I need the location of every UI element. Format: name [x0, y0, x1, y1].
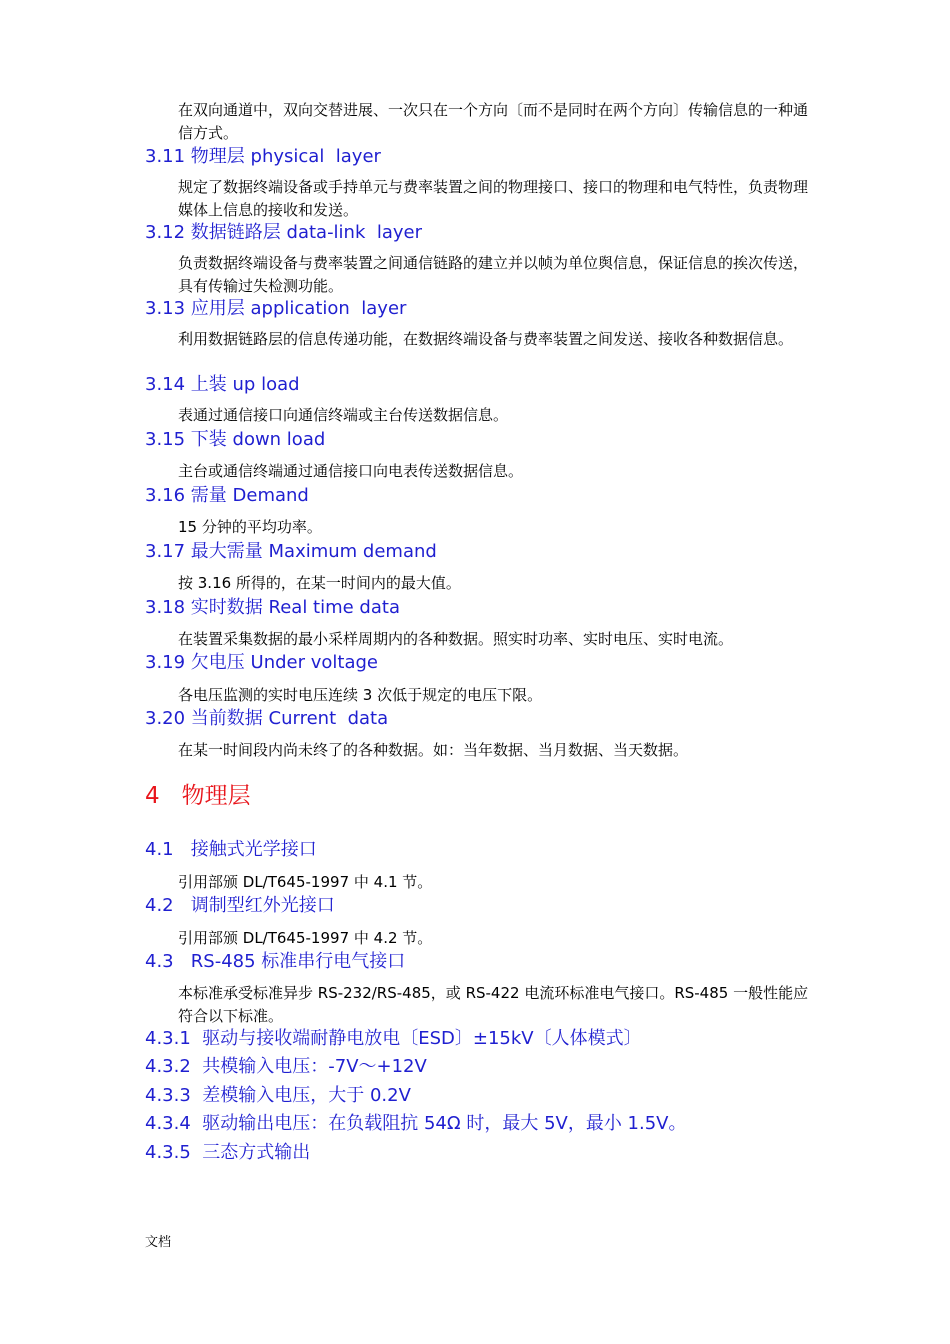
definition-text-3-17: 按 3.16 所得的，在某一时间内的最大值。	[178, 574, 461, 592]
section-title-4-1: 4.1 接触式光学接口	[145, 839, 317, 860]
definition-title-3-18: 3.18 实时数据 Real time data	[145, 597, 400, 618]
definition-text-3-15: 主台或通信终端通过通信接口向电表传送数据信息。	[178, 462, 524, 480]
definition-text-3-18: 在装置采集数据的最小采样周期内的各种数据。照实时功率、实时电压、实时电流。	[178, 630, 734, 648]
section-text-4-1: 引用部颁 DL/T645-1997 中 4.1 节。	[178, 873, 433, 891]
definition-text-3-20: 在某一时间段内尚未终了的各种数据。如：当年数据、当月数据、当天数据。	[178, 741, 689, 759]
subsection-4-3-3: 4.3.3 差模输入电压，大于 0.2V	[145, 1085, 411, 1106]
definition-title-3-20: 3.20 当前数据 Current data	[145, 708, 389, 729]
subsection-4-3-4: 4.3.4 驱动输出电压：在负载阻抗 54Ω 时，最大 5V，最小 1.5V。	[145, 1113, 687, 1134]
definition-title-3-16: 3.16 需量 Demand	[145, 485, 309, 506]
chapter-title-4: 4 物理层	[145, 783, 251, 809]
definition-text-3-11: 规定了数据终端设备或手持单元与费率装置之间的物理接口、接口的物理和电气特性，负责物理媒体上信息的接收和发送。	[178, 178, 809, 219]
section-title-4-3: 4.3 RS-485 标准串行电气接口	[145, 951, 406, 972]
subsection-4-3-5: 4.3.5 三态方式输出	[145, 1142, 311, 1163]
intro-paragraph: 在双向通道中，双向交替进展、一次只在一个方向〔而不是同时在两个方向〕传输信息的一种通信方式。	[178, 101, 809, 142]
definition-text-3-12: 负责数据终端设备与费率装置之间通信链路的建立并以帧为单位舆信息，保证信息的挨次传送，具有传输过失检测功能。	[178, 254, 809, 295]
definition-title-3-17: 3.17 最大需量 Maximum demand	[145, 541, 437, 562]
definition-title-3-15: 3.15 下装 down load	[145, 429, 326, 450]
definition-title-3-14: 3.14 上装 up load	[145, 374, 300, 395]
definition-title-3-12: 3.12 数据链路层 data-link layer	[145, 222, 422, 243]
subsection-4-3-2: 4.3.2 共模输入电压：-7V～+12V	[145, 1056, 427, 1077]
section-text-4-2: 引用部颁 DL/T645-1997 中 4.2 节。	[178, 929, 433, 947]
definition-title-3-19: 3.19 欠电压 Under voltage	[145, 652, 378, 673]
definition-title-3-13: 3.13 应用层 application layer	[145, 298, 407, 319]
definition-title-3-11: 3.11 物理层 physical layer	[145, 146, 381, 167]
definition-text-3-13: 利用数据链路层的信息传递功能，在数据终端设备与费率装置之间发送、接收各种数据信息。	[178, 330, 794, 348]
subsection-4-3-1: 4.3.1 驱动与接收端耐静电放电〔ESD〕±15kV〔人体模式〕	[145, 1028, 642, 1049]
definition-text-3-16: 15 分钟的平均功率。	[178, 518, 322, 536]
page-footer: 文档	[145, 1235, 172, 1250]
definition-text-3-19: 各电压监测的实时电压连续 3 次低于规定的电压下限。	[178, 686, 543, 704]
section-title-4-2: 4.2 调制型红外光接口	[145, 895, 335, 916]
definition-text-3-14: 表通过通信接口向通信终端或主台传送数据信息。	[178, 406, 509, 424]
section-text-4-3: 本标准承受标准异步 RS-232/RS-485，或 RS-422 电流环标准电气接口。RS-485 一般性能应符合以下标准。	[178, 984, 809, 1025]
